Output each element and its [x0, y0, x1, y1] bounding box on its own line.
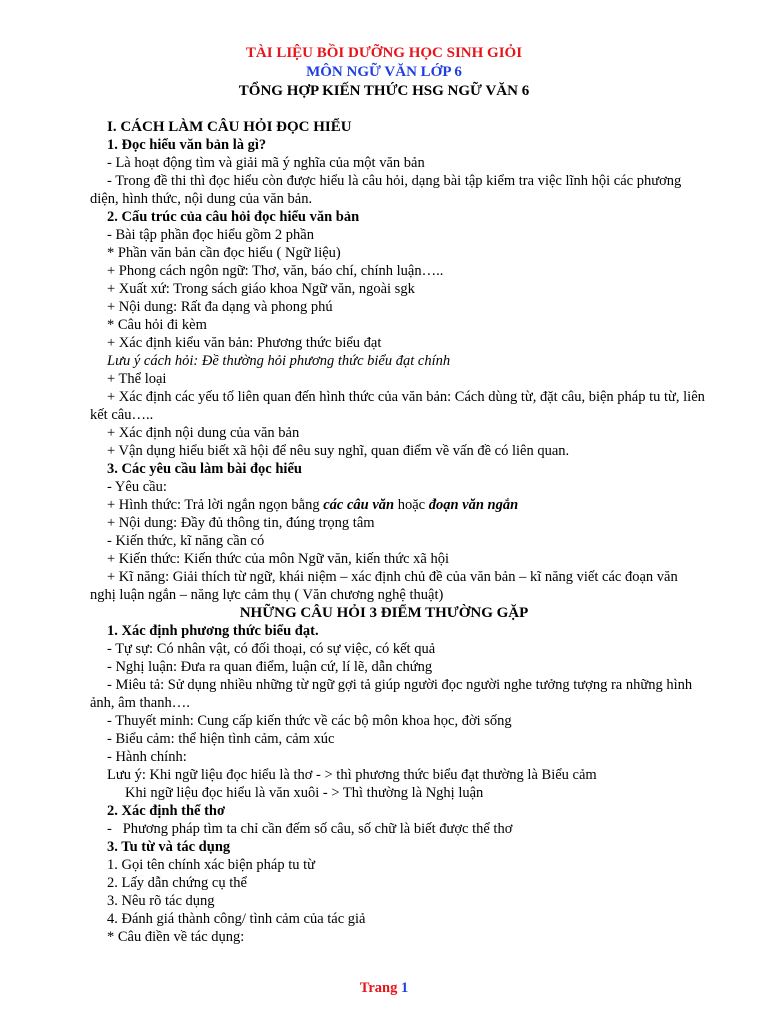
subheading-1-3: 3. Các yêu cầu làm bài đọc hiểu	[107, 461, 302, 477]
line: + Xác định các yếu tố liên quan đến hình thức của văn bản: Cách dùng từ, đặt câu, biện pháp tu từ, liên	[107, 389, 705, 405]
page-footer	[0, 980, 768, 997]
line: diện, hình thức, nội dung của văn bản.	[90, 191, 313, 207]
line: + Phong cách ngôn ngữ: Thơ, văn, báo chí, chính luận…..	[107, 263, 444, 279]
line: + Xác định nội dung của văn bản	[107, 425, 300, 441]
line: - Miêu tả: Sử dụng nhiều những từ ngữ gợi tả giúp người đọc người nghe tưởng tượng ra những hình	[107, 677, 693, 693]
line: Lưu ý: Khi ngữ liệu đọc hiểu là thơ - > thì phương thức biểu đạt thường là Biểu cảm	[107, 767, 597, 783]
emphasis-text: các câu văn	[323, 497, 395, 513]
line: * Phần văn bản cần đọc hiểu ( Ngữ liệu)	[107, 245, 341, 261]
line: - Tự sự: Có nhân vật, có đối thoại, có sự việc, có kết quả	[107, 641, 436, 657]
line: 2. Lấy dẫn chứng cụ thể	[107, 875, 247, 891]
line: 1. Gọi tên chính xác biện pháp tu từ	[107, 857, 315, 873]
section-heading-1: I. CÁCH LÀM CÂU HỎI ĐỌC HIỂU	[107, 119, 352, 135]
line: Khi ngữ liệu đọc hiểu là văn xuôi - > Thì thường là Nghị luận	[125, 785, 484, 801]
line: - Phương pháp tìm ta chỉ cần đếm số câu, số chữ là biết được thể thơ	[107, 821, 513, 837]
page-number: 1	[400, 980, 409, 996]
line: 3. Nêu rõ tác dụng	[107, 893, 215, 909]
line: - Thuyết minh: Cung cấp kiến thức về các bộ môn khoa học, đời sống	[107, 713, 512, 729]
line: + Xác định kiểu văn bản: Phương thức biểu đạt	[107, 335, 382, 351]
line: - Biểu cảm: thể hiện tình cảm, cảm xúc	[107, 731, 335, 747]
line: - Nghị luận: Đưa ra quan điểm, luận cứ, lí lẽ, dẫn chứng	[107, 659, 433, 675]
line: kết câu…..	[90, 407, 154, 423]
doc-heading: TỔNG HỢP KIẾN THỨC HSG NGỮ VĂN 6	[238, 83, 530, 99]
line: - Bài tập phần đọc hiểu gồm 2 phần	[107, 227, 314, 243]
page-label: Trang	[359, 980, 398, 996]
line: + Nội dung: Đầy đủ thông tin, đúng trọng tâm	[107, 515, 375, 531]
line	[107, 496, 728, 514]
line: 4. Đánh giá thành công/ tình cảm của tác giả	[107, 911, 366, 927]
subheading-2-1: 1. Xác định phương thức biểu đạt.	[107, 623, 319, 639]
line-text: + Hình thức: Trả lời ngắn ngọn bằng	[107, 497, 324, 513]
note-line: Lưu ý cách hỏi: Đề thường hỏi phương thức biểu đạt chính	[107, 353, 451, 369]
line: + Thể loại	[107, 371, 167, 387]
line: - Kiến thức, kĩ năng cần có	[107, 533, 265, 549]
line: + Kĩ năng: Giải thích từ ngữ, khái niệm – xác định chủ đề của văn bản – kĩ năng viết các đoạn văn	[107, 569, 678, 585]
subheading-2-2: 2. Xác định thể thơ	[107, 803, 226, 819]
line: - Hành chính:	[107, 749, 187, 765]
line: - Là hoạt động tìm và giải mã ý nghĩa của một văn bản	[107, 155, 425, 171]
line: nghị luận ngắn – năng lực cảm thụ ( Văn chương nghệ thuật)	[90, 587, 444, 603]
doc-subtitle: MÔN NGỮ VĂN LỚP 6	[306, 64, 462, 80]
subheading-1-1: 1. Đọc hiểu văn bản là gì?	[107, 137, 267, 153]
section-heading-2: NHỮNG CÂU HỎI 3 ĐIỂM THƯỜNG GẶP	[239, 605, 529, 621]
line: - Yêu cầu:	[107, 479, 167, 495]
line: - Trong đề thi thì đọc hiểu còn được hiểu là câu hỏi, dạng bài tập kiểm tra việc lĩnh hội các phương	[107, 173, 682, 189]
line: * Câu hỏi đi kèm	[107, 317, 207, 333]
line: ảnh, âm thanh….	[90, 695, 190, 711]
line: + Xuất xứ: Trong sách giáo khoa Ngữ văn, ngoài sgk	[107, 281, 415, 297]
line: + Vận dụng hiểu biết xã hội để nêu suy nghĩ, quan điểm về vấn đề có liên quan.	[107, 443, 570, 459]
doc-title: TÀI LIỆU BỒI DƯỠNG HỌC SINH GIỎI	[245, 45, 523, 61]
line: + Nội dung: Rất đa dạng và phong phú	[107, 299, 333, 315]
emphasis-text: đoạn văn ngắn	[428, 497, 519, 513]
line: + Kiến thức: Kiến thức của môn Ngữ văn, kiến thức xã hội	[107, 551, 450, 567]
line-text: hoặc	[394, 497, 429, 513]
subheading-2-3: 3. Tu từ và tác dụng	[107, 839, 231, 855]
subheading-1-2: 2. Cấu trúc của câu hỏi đọc hiểu văn bản	[107, 209, 360, 225]
line: * Câu điền về tác dụng:	[107, 929, 245, 945]
